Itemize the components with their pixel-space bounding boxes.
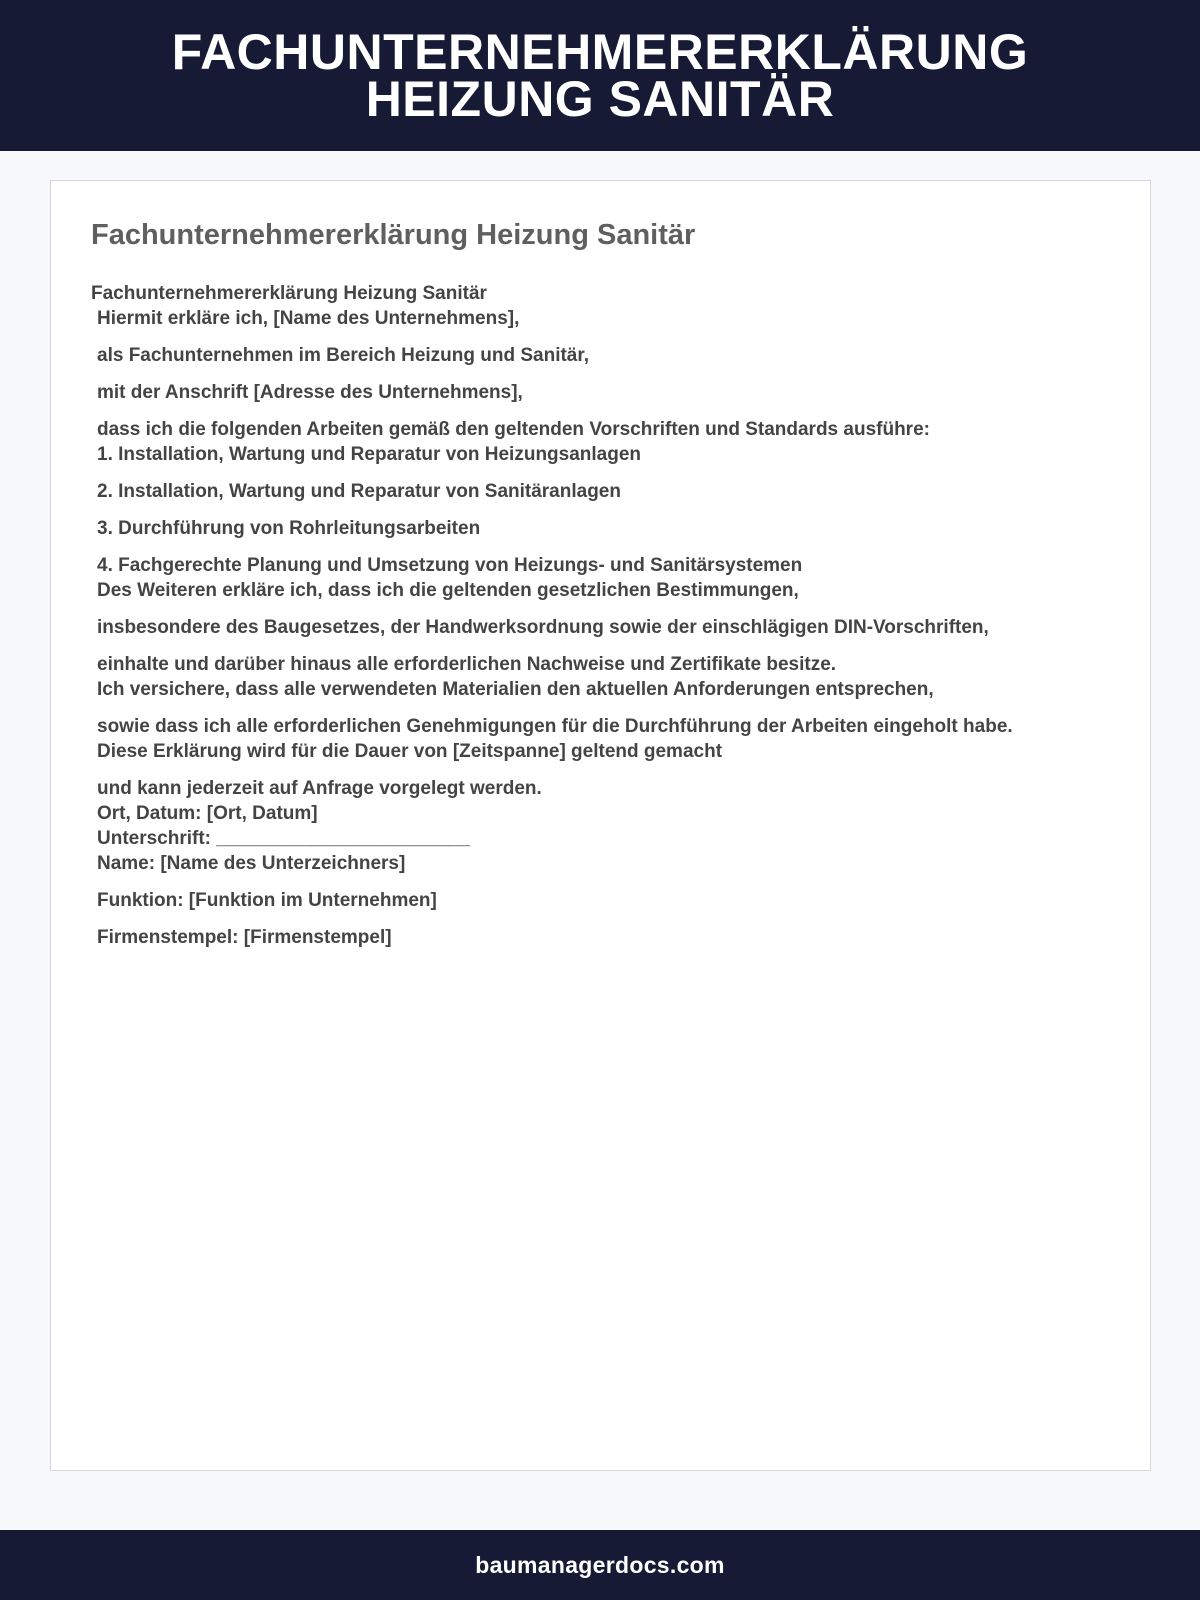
body-line: insbesondere des Baugesetzes, der Handwerksordnung sowie der einschlägigen DIN-Vorschriften, (97, 617, 989, 638)
document-body (91, 281, 1121, 950)
intro-heading: Fachunternehmererklärung Heizung Sanitär (91, 283, 487, 304)
body-line: dass ich die folgenden Arbeiten gemäß den geltenden Vorschriften und Standards ausführe: (97, 419, 930, 440)
body-line: mit der Anschrift [Adresse des Unternehmens], (97, 382, 523, 403)
body-line: Ich versichere, dass alle verwendeten Materialien den aktuellen Anforderungen entsprechen, (97, 679, 934, 700)
company-stamp-field: Firmenstempel: [Firmenstempel] (97, 927, 392, 948)
body-line: Diese Erklärung wird für die Dauer von [Zeitspanne] geltend gemacht (97, 741, 723, 762)
header-title-line-2: HEIZUNG SANITÄR (365, 70, 835, 127)
page-footer (0, 1530, 1200, 1600)
function-field: Funktion: [Funktion im Unternehmen] (97, 890, 437, 911)
body-line: als Fachunternehmen im Bereich Heizung und Sanitär, (97, 345, 589, 366)
list-item: 4. Fachgerechte Planung und Umsetzung von Heizungs- und Sanitärsystemen (97, 555, 803, 576)
document-card (50, 180, 1151, 1471)
signature-field: Unterschrift: ________________________ (97, 828, 470, 849)
body-line: Des Weiteren erkläre ich, dass ich die geltenden gesetzlichen Bestimmungen, (97, 580, 799, 601)
page-header (0, 0, 1200, 151)
body-line: einhalte und darüber hinaus alle erforderlichen Nachweise und Zertifikate besitze. (97, 654, 837, 675)
signer-name-field: Name: [Name des Unterzeichners] (97, 853, 406, 874)
list-item: 3. Durchführung von Rohrleitungsarbeiten (97, 518, 481, 539)
document-title: Fachunternehmererklärung Heizung Sanitär (91, 219, 696, 251)
body-line: Hiermit erkläre ich, [Name des Unternehmens], (97, 308, 520, 329)
body-line: und kann jederzeit auf Anfrage vorgelegt werden. (97, 778, 542, 799)
list-item: 2. Installation, Wartung und Reparatur von Sanitäranlagen (97, 481, 621, 502)
place-date-field: Ort, Datum: [Ort, Datum] (97, 803, 318, 824)
header-title-line-1: FACHUNTERNEHMERERKLÄRUNG (171, 23, 1029, 80)
list-item: 1. Installation, Wartung und Reparatur von Heizungsanlagen (97, 444, 642, 465)
body-line: sowie dass ich alle erforderlichen Genehmigungen für die Durchführung der Arbeiten eingeholt habe. (97, 716, 1013, 737)
footer-site-link[interactable]: baumanagerdocs.com (475, 1551, 725, 1578)
